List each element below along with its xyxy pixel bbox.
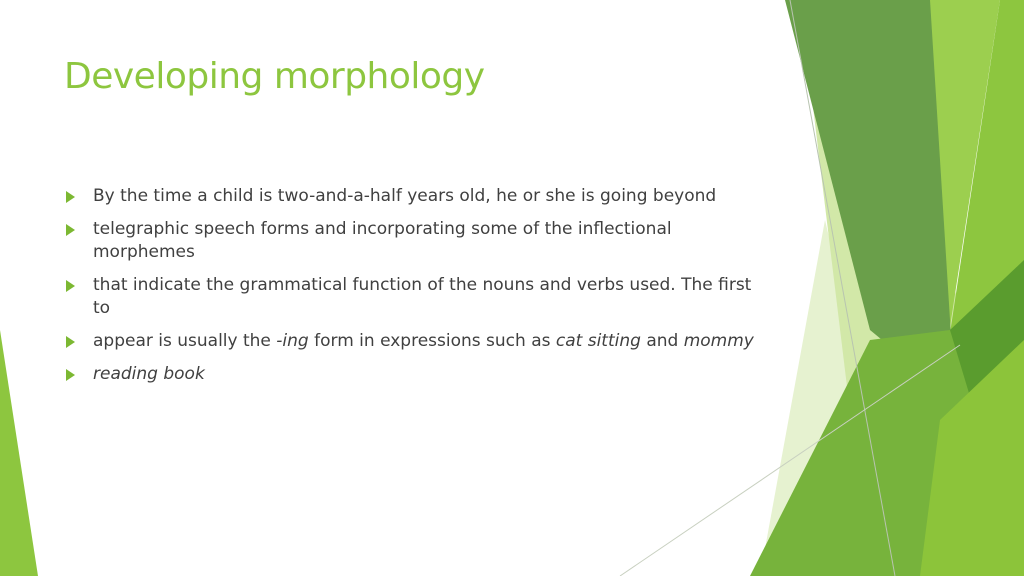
bullet-text-italic: reading book: [93, 364, 205, 384]
bullet-text: By the time a child is two-and-a-half years old, he or she is going beyond: [93, 186, 717, 206]
bullet-item: [64, 185, 764, 208]
bullet-text: form in expressions such as: [308, 331, 556, 351]
bullet-text: appear is usually the: [93, 331, 277, 351]
bullet-item: [64, 218, 764, 264]
bullet-arrow-icon: [66, 369, 75, 381]
deco-shape-left: [0, 330, 38, 576]
bullet-text-italic: cat sitting: [555, 331, 641, 351]
bullet-text: and: [640, 331, 684, 351]
bullet-list: [64, 185, 764, 396]
bullet-item: [64, 330, 764, 353]
bullet-item: [64, 363, 764, 386]
bullet-text: telegraphic speech forms and incorporating some of the inflectional morphemes: [93, 219, 672, 262]
bullet-text-italic: mommy: [683, 331, 754, 351]
bullet-arrow-icon: [66, 280, 75, 292]
bullet-item: [64, 274, 764, 320]
bullet-arrow-icon: [66, 224, 75, 236]
slide-title: Developing morphology: [64, 56, 485, 97]
bullet-text-italic: -ing: [276, 331, 309, 351]
bullet-arrow-icon: [66, 336, 75, 348]
bullet-text: that indicate the grammatical function of the nouns and verbs used. The first to: [93, 275, 752, 318]
bullet-arrow-icon: [66, 191, 75, 203]
